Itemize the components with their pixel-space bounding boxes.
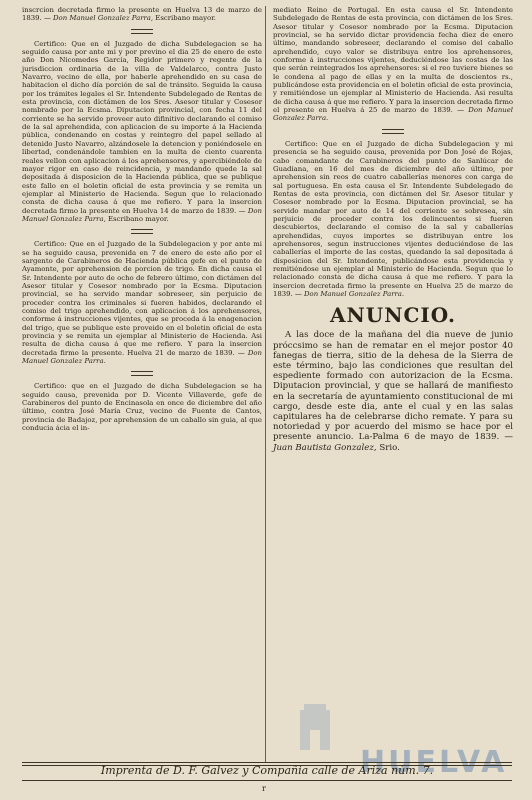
separator	[131, 29, 153, 34]
separator	[131, 371, 153, 376]
signature-title: Srio.	[379, 442, 400, 453]
footer-rule	[22, 780, 512, 781]
right-paragraph-1	[273, 6, 513, 123]
column-divider	[265, 6, 266, 762]
right-paragraph-2	[273, 140, 513, 299]
paragraph-text: Certifico: Que en el Juzgado de dicha Subdelegacion se ha seguido causa por ante mi y por previno el dia 25 de enero de este año Don Nicomedes García, Regidor primero y regente de la jurisdiccion ordinaria de la villa de Valdelarco, contra Justo Navarro, vecino de ella, por haberle aprehendido en su casa de habitacion el dicho día porción de sal de tránsito. Seguida la causa por los trámites legales el Sr. Intendente Subdelegado de Rentas de esta provincia, con dictámen de los Sres. Asesor titular y Cosesor nombrado por la Ecsma. Diputacion provincial, con fecha 11 del corriente se ha servido proveer auto difinitivo declarando el comiso de la sal aprehendida, con aplicacion de su importe á la Hacienda pública, condenando en costas y reintegro del papel sellado al detenido Justo Navarro, alzándosele la detencion y poniéndosele en libertad, condenándole tambien en la multa de ciento cuarenta reales vellon con aplicacion á los aprehensores, y apercibiéndole de mayor rigor en caso de reincidencia, y mandando quede la sal depositada á disposicion de la Hacienda pública, que se publique este fallo en el boletin oficial de esta provincia y se remita un ejemplar al Ministerio de Hacienda. Segun que lo relacionado consta de dicha causa á que me refiero. Y para la insercion decretada firmo la presente en Huelva 14 de marzo de 1839.	[22, 39, 262, 215]
left-paragraph-3	[22, 240, 262, 365]
signature-title: Escribano mayor.	[155, 14, 216, 23]
page-number: r	[262, 784, 266, 793]
signature: — Don Manuel Gonzalez Parra.	[294, 290, 405, 298]
signature: — Don Manuel Gonzalez Parra,	[22, 206, 262, 223]
printer-imprint: Imprenta de D. F. Galvez y Compañia calle de Ariza núm. 7.	[100, 764, 434, 777]
left-column	[22, 6, 262, 432]
left-paragraph-1	[22, 6, 262, 23]
signature-title: Escribano mayor.	[107, 214, 169, 223]
paragraph-text: mediato Reino de Portugal. En esta causa el Sr. Intendente Subdelegado de Rentas de esta provincia, con dictámen de los Sres. Asesor titular y Cosesor nombrado por la Ecsma. Diputacion provincial, se ha servido dictar providencia fecha diez de enero último, mandando sobreseer, declarando el comiso del caballo aprehendido, cuyo valor se distribuya entre los aprehensores, conforme á instrucciones vijentes, deduciéndose las costas de las que serán reintegrados los aprehensores: si el reo tuviere bienes se le condena al pago de ellas y en la multa de doscientos rs., publicándose esta providencia en el boletin oficial de esta provincia, y remitiéndose un ejemplar al Ministerio de Hacienda. Asi resulta de dicha causa á que me refiero. Y para la insercion decretada firmo el presente en Huelva á 25 de marzo de 1839.	[273, 6, 513, 115]
anuncio-heading: ANUNCIO.	[329, 303, 456, 328]
paragraph-text: Certifico: Que en el Juzgado de la Subdelegacion y por ante mi se ha seguido causa, prevenida en 7 de enero de este año por el sargento de Carabineros de Hacienda pública gefe en el punto de Ayamonte, por aprehension de porcion de trigo. En dicha causa el Sr. Intendente por auto de ocho de febrero último, con dictámen del Asesor titular y Cosesor nombrado por la Ecsma. Diputacion provincial, se ha servido mandar sobreseer, sin perjuicio de proceder contra los criminales si fueren habidos, declarando el comiso del trigo aprehendido, con aplicacion á los aprehensores, conforme á instrucciones vijentes, que se proceda á la enagenacion del trigo, que se publique este proveido en el boletin oficial de esta provincia y se remita un ejemplar al Ministerio de Hacienda. Asi resulta de dicha causa á que me refiero. Y para la insercion decretada firmo la presente. Huelva 21 de marzo de 1839.	[22, 240, 262, 357]
separator	[382, 129, 404, 134]
paragraph-text: Certifico: Que en el Juzgado de dicha Subdelegacion y mi presencia se ha seguido causa, prevenida por Don José de Rojas, cabo comandante de Carabineros del punto de Sanlúcar de Guadiana, en 16 del mes de diciembre del año último, por aprehension sin reos de cuatro caballerías menores con carga de sal portuguesa. En esta causa el Sr. Intendente Subdelegado de Rentas de esta provincia, con dictámen del Sr. Asesor titular y Cosesor nombrado por la Ecsma. Diputacion provincial, se ha servido mandar por auto de 14 del corriente se sobresea, sin perjuicio de proceder contra los delincuentes si fueren descubiertos, declarando el comiso de la sal y caballerías aprehendidas, cuyos importes se distribuyan entre los aprehensores, segun instrucciones vijentes deduciéndose de las caballerías el importe de las costas, quedando la sal depositada á disposicion del Sr. Intendente, publicándose esta providencia y remitiéndose un ejemplar al Ministerio de Hacienda. Segun que lo relacionado consta de dicha causa á que me refiero. Y para la insercion decretada firmo la presente en Huelva 25 de marzo de 1839.	[273, 139, 513, 298]
left-paragraph-2	[22, 40, 262, 224]
watermark-text: HUELVA	[360, 745, 508, 780]
signature: — Juan Bautista Gonzalez,	[273, 432, 514, 453]
anuncio-body	[273, 330, 513, 452]
paragraph-text: A las doce de la mañana del dia nueve de junio próccsimo se han de rematar en el mejor postor 40 fanegas de tierra, sitio de la dehesa de la Sierra de este término, bajo las condiciones que resultan del espediente formado con autorizacion de la Ecsma. Diputacion provincial, y que se hallará de manifiesto en la secretaría de ayuntamiento constitucional de mi cargo, desde este dia, ante el cual y en las salas capitulares ha de celebrarse dicho remate. Y para su notoriedad y por acuerdo del mismo se hace por el presente anuncio. La-Palma 6 de mayo de 1839.	[273, 330, 513, 443]
signature: — Don Manuel Gonzalez Parra.	[273, 106, 513, 123]
signature: — Don Manuel Gonzalez Parra.	[22, 348, 262, 366]
paragraph-text: inscrcion decretada firmo la presente en Huelva 13 de marzo de 1839.	[22, 6, 262, 23]
right-column	[273, 6, 513, 453]
signature: — Don Manuel Gonzalez Parra,	[43, 14, 154, 23]
separator	[131, 229, 153, 234]
left-paragraph-4: Certifico: que en el Juzgado de dicha Subdelegacion se ha seguido causa, prevenida por D. Vicente Villaverde, gefe de Carabineros del punto de Encinasola en once de diciembre del año último, contra José María Cruz, vecino de Fuente de Cantos, provincia de Badajoz, por aprehension de un caballo sin guia, al que conducia ácia el in-	[22, 382, 262, 433]
